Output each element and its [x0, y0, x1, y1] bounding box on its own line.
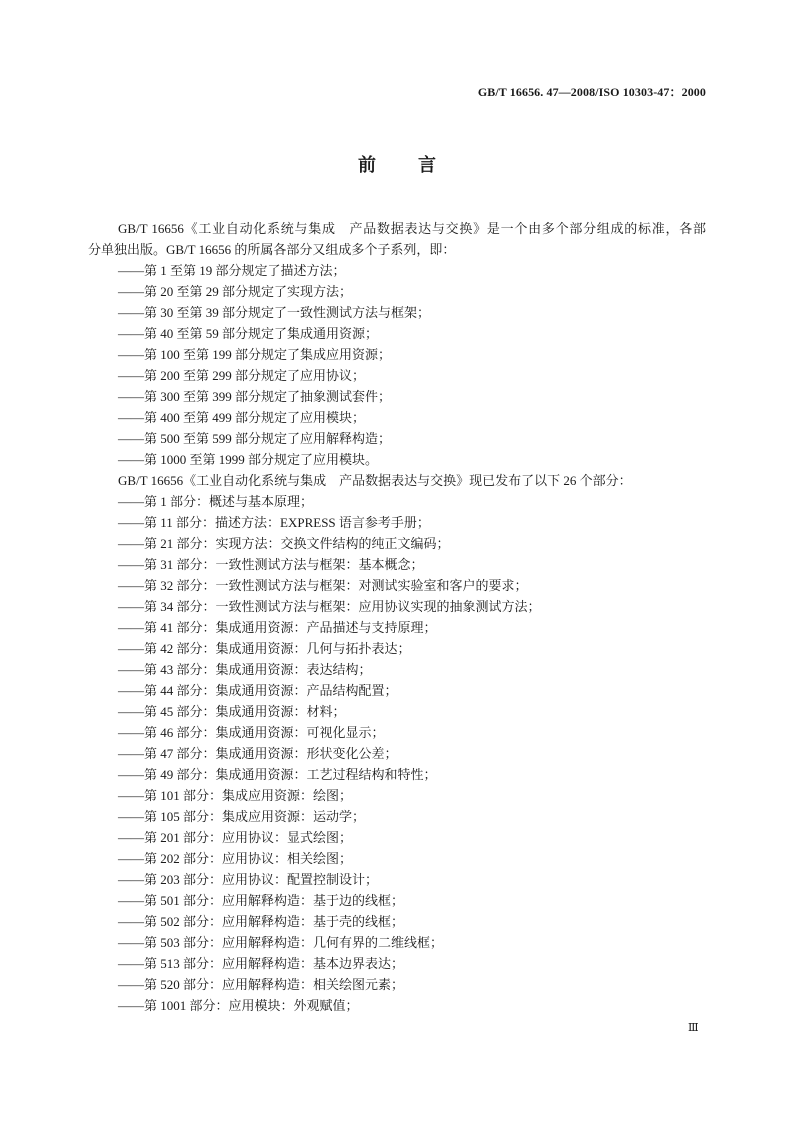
series-item: ——第 20 至第 29 部分规定了实现方法；: [118, 284, 353, 299]
series-item: ——第 1 至第 19 部分规定了描述方法；: [118, 263, 346, 278]
intro-line: GB/T 16656《工业自动化系统与集成 产品数据表达与交换》是一个由多个部分组成的标准，各部: [118, 221, 706, 236]
series-item: ——第 40 至第 59 部分规定了集成通用资源；: [118, 326, 379, 341]
series-item: ——第 30 至第 39 部分规定了一致性测试方法与框架；: [118, 305, 431, 320]
standard-code-header: GB/T 16656. 47—2008/ISO 10303-47：2000: [477, 85, 706, 99]
part-item: ——第 101 部分：集成应用资源：绘图；: [118, 788, 353, 803]
intro-line: 分单独出版。GB/T 16656 的所属各部分又组成多个子系列，即：: [88, 242, 456, 257]
part-item: ——第 49 部分：集成通用资源：工艺过程结构和特性；: [118, 767, 437, 782]
part-item: ——第 520 部分：应用解释构造：相关绘图元素；: [118, 977, 405, 992]
part-item: ——第 201 部分：应用协议：显式绘图；: [118, 830, 353, 845]
part-item: ——第 105 部分：集成应用资源：运动学；: [118, 809, 366, 824]
published-statement: GB/T 16656《工业自动化系统与集成 产品数据表达与交换》现已发布了以下 26 个部分：: [118, 473, 632, 488]
part-item: ——第 43 部分：集成通用资源：表达结构；: [118, 662, 372, 677]
part-item: ——第 21 部分：实现方法：交换文件结构的纯正文编码；: [118, 536, 450, 551]
series-item: ——第 400 至第 499 部分规定了应用模块；: [118, 410, 366, 425]
part-item: ——第 11 部分：描述方法：EXPRESS 语言参考手册；: [118, 515, 430, 530]
part-item: ——第 34 部分：一致性测试方法与框架：应用协议实现的抽象测试方法；: [118, 599, 541, 614]
part-item: ——第 31 部分：一致性测试方法与框架：基本概念；: [118, 557, 424, 572]
part-item: ——第 46 部分：集成通用资源：可视化显示；: [118, 725, 385, 740]
part-item: ——第 203 部分：应用协议：配置控制设计；: [118, 872, 379, 887]
part-item: ——第 42 部分：集成通用资源：几何与拓扑表达；: [118, 641, 411, 656]
part-item: ——第 44 部分：集成通用资源：产品结构配置；: [118, 683, 398, 698]
page-title: 前 言: [358, 155, 448, 175]
page-number: Ⅲ: [688, 1021, 699, 1034]
part-item: ——第 513 部分：应用解释构造：基本边界表达；: [118, 956, 405, 971]
series-item: ——第 300 至第 399 部分规定了抽象测试套件；: [118, 389, 392, 404]
series-item: ——第 100 至第 199 部分规定了集成应用资源；: [118, 347, 392, 362]
series-item: ——第 500 至第 599 部分规定了应用解释构造；: [118, 431, 392, 446]
part-item: ——第 1001 部分：应用模块：外观赋值；: [118, 998, 359, 1013]
part-item: ——第 502 部分：应用解释构造：基于壳的线框；: [118, 914, 405, 929]
part-item: ——第 32 部分：一致性测试方法与框架：对测试实验室和客户的要求；: [118, 578, 528, 593]
series-item: ——第 1000 至第 1999 部分规定了应用模块。: [118, 452, 379, 467]
part-item: ——第 1 部分：概述与基本原理；: [118, 494, 314, 509]
part-item: ——第 41 部分：集成通用资源：产品描述与支持原理；: [118, 620, 437, 635]
part-item: ——第 47 部分：集成通用资源：形状变化公差；: [118, 746, 398, 761]
part-item: ——第 503 部分：应用解释构造：几何有界的二维线框；: [118, 935, 444, 950]
part-item: ——第 45 部分：集成通用资源：材料；: [118, 704, 346, 719]
part-item: ——第 501 部分：应用解释构造：基于边的线框；: [118, 893, 405, 908]
part-item: ——第 202 部分：应用协议：相关绘图；: [118, 851, 353, 866]
document-body: [88, 218, 706, 1016]
series-item: ——第 200 至第 299 部分规定了应用协议；: [118, 368, 366, 383]
